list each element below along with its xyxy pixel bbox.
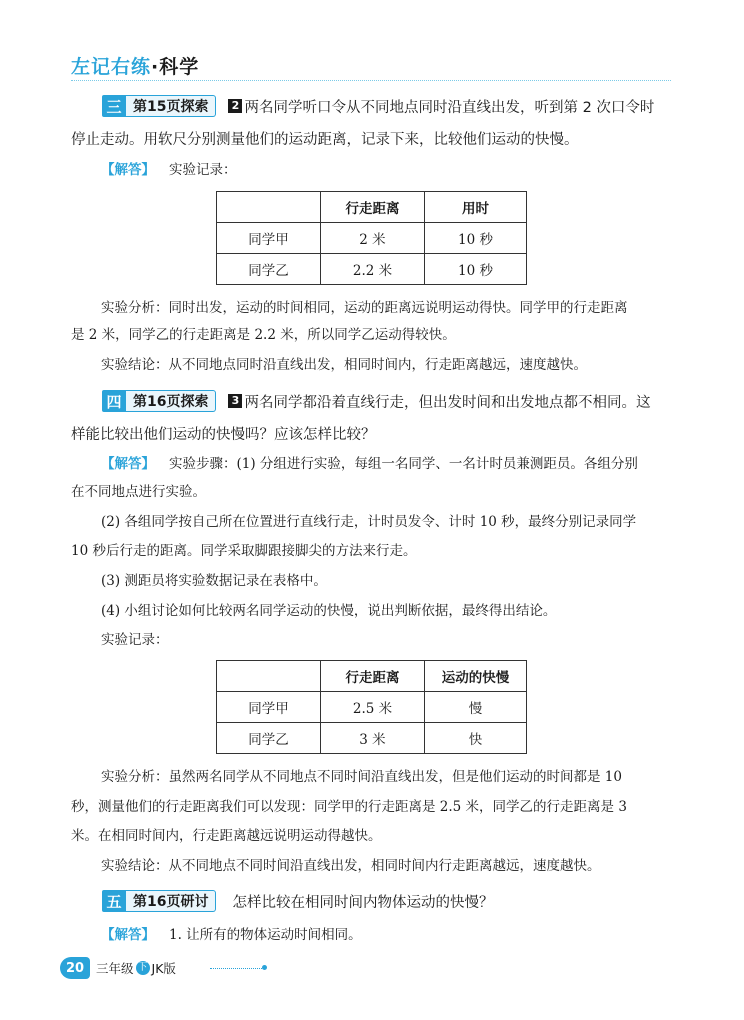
table-header-row xyxy=(217,192,527,223)
record-table-2 xyxy=(216,660,527,754)
step2-text-line2: 10 秒后行走的距离。同学采取脚跟接脚尖的方法来行走。 xyxy=(71,543,417,559)
conclusion-line: 实验结论：从不同地点不同时间沿直线出发，相同时间内行走距离越远，速度越快。 xyxy=(101,858,601,874)
record-table-1 xyxy=(216,191,527,285)
conclusion-line: 实验结论：从不同地点同时沿直线出发，相同时间内，行走距离越远，速度越快。 xyxy=(101,357,587,373)
table-cell: 10 秒 xyxy=(425,254,527,285)
header-divider xyxy=(71,80,671,81)
analysis-line1: 实验分析：虽然两名同学从不同地点不同时间沿直线出发，但是他们运动的时间都是 10 xyxy=(101,769,622,785)
table-cell: 同学甲 xyxy=(217,692,321,723)
section-5-heading xyxy=(102,890,216,912)
analysis-line3: 米。在相同时间内，行走距离越远说明运动得越快。 xyxy=(71,828,382,844)
footer-dot xyxy=(262,965,267,970)
table-cell: 2.5 米 xyxy=(321,692,425,723)
step2-text: (2) 各组同学按自己所在位置进行直线行走，计时员发令、计时 10 秒，最终分别记录同学 xyxy=(101,514,637,530)
section-4-number: 四 xyxy=(102,390,126,412)
section-4-title: 第16页探索 xyxy=(126,390,216,412)
table-cell: 2.2 米 xyxy=(321,254,425,285)
page-number: 20 xyxy=(60,957,90,979)
question-text-line2: 停止走动。用软尺分别测量他们的运动距离，记录下来，比较他们运动的快慢。 xyxy=(71,132,579,148)
step1-text: 实验步骤：(1) 分组进行实验，每组一名同学、一名计时员兼测距员。各组分别 xyxy=(169,456,638,472)
table-row xyxy=(217,254,527,285)
footer-divider xyxy=(210,968,262,969)
table-cell: 10 秒 xyxy=(425,223,527,254)
table-header-cell: 行走距离 xyxy=(321,661,425,692)
table-row xyxy=(217,692,527,723)
section-4-heading xyxy=(102,390,216,412)
section-5-title: 第16页研讨 xyxy=(126,890,216,912)
table-header-cell: 运动的快慢 xyxy=(425,661,527,692)
table-cell: 快 xyxy=(425,723,527,754)
record-label: 实验记录： xyxy=(169,162,237,178)
step4-text: (4) 小组讨论如何比较两名同学运动的快慢，说出判断依据，最终得出结论。 xyxy=(101,603,557,619)
answer-record-line xyxy=(101,160,237,180)
table-cell: 同学乙 xyxy=(217,723,321,754)
steps-line1 xyxy=(101,454,638,474)
title-separator: · xyxy=(151,56,160,78)
footer-grade-info xyxy=(96,959,176,977)
step1-text-line2: 在不同地点进行实验。 xyxy=(71,484,206,500)
question-text: 怎样比较在相同时间内物体运动的快慢？ xyxy=(232,894,494,911)
answer-tag: 【解答】 xyxy=(101,927,155,943)
table-cell: 同学甲 xyxy=(217,223,321,254)
analysis-line1: 实验分析：同时出发，运动的时间相同，运动的距离远说明运动得快。同学甲的行走距离 xyxy=(101,300,628,316)
table-header-cell xyxy=(217,192,321,223)
answer-tag: 【解答】 xyxy=(101,162,155,178)
analysis-line2: 是 2 米，同学乙的行走距离是 2.2 米，所以同学乙运动得较快。 xyxy=(71,327,456,343)
section-3-heading xyxy=(102,95,216,117)
record-label: 实验记录： xyxy=(101,632,169,648)
question-text-line1: 两名同学都沿着直线行走，但出发时间和出发地点都不相同。这 xyxy=(244,394,651,411)
table-header-cell: 用时 xyxy=(425,192,527,223)
book-name: 左记右练 xyxy=(71,56,152,78)
table-header-cell xyxy=(217,661,321,692)
table-cell: 3 米 xyxy=(321,723,425,754)
section-5 xyxy=(102,890,702,912)
section-3-number: 三 xyxy=(102,95,126,117)
question-number-badge: 2 xyxy=(228,99,242,113)
step3-text: (3) 测距员将实验数据记录在表格中。 xyxy=(101,573,327,589)
term-badge: 下 xyxy=(137,962,148,973)
section-5-number: 五 xyxy=(102,890,126,912)
section-3 xyxy=(102,95,692,117)
question-text-line1: 两名同学听口令从不同地点同时沿直线出发，听到第 2 次口令时 xyxy=(244,99,655,116)
table-header-cell: 行走距离 xyxy=(321,192,425,223)
question-text-line2: 样能比较出他们运动的快慢吗？应该怎样比较？ xyxy=(71,427,376,443)
table-cell: 同学乙 xyxy=(217,254,321,285)
table-cell: 慢 xyxy=(425,692,527,723)
table-row xyxy=(217,723,527,754)
edition-label: JK版 xyxy=(151,961,176,976)
subject-name: 科学 xyxy=(159,56,200,78)
section-4 xyxy=(102,390,702,412)
table-cell: 2 米 xyxy=(321,223,425,254)
answer-text: 1. 让所有的物体运动时间相同。 xyxy=(169,927,362,943)
book-title xyxy=(71,52,199,79)
answer-tag: 【解答】 xyxy=(101,456,155,472)
answer-line xyxy=(101,925,362,945)
analysis-line2: 秒，测量他们的行走距离我们可以发现：同学甲的行走距离是 2.5 米，同学乙的行走距离是 3 xyxy=(71,799,627,815)
section-3-title: 第15页探索 xyxy=(126,95,216,117)
table-row xyxy=(217,223,527,254)
question-number-badge: 3 xyxy=(228,394,242,408)
grade-label: 三年级 xyxy=(96,961,134,976)
table-header-row xyxy=(217,661,527,692)
